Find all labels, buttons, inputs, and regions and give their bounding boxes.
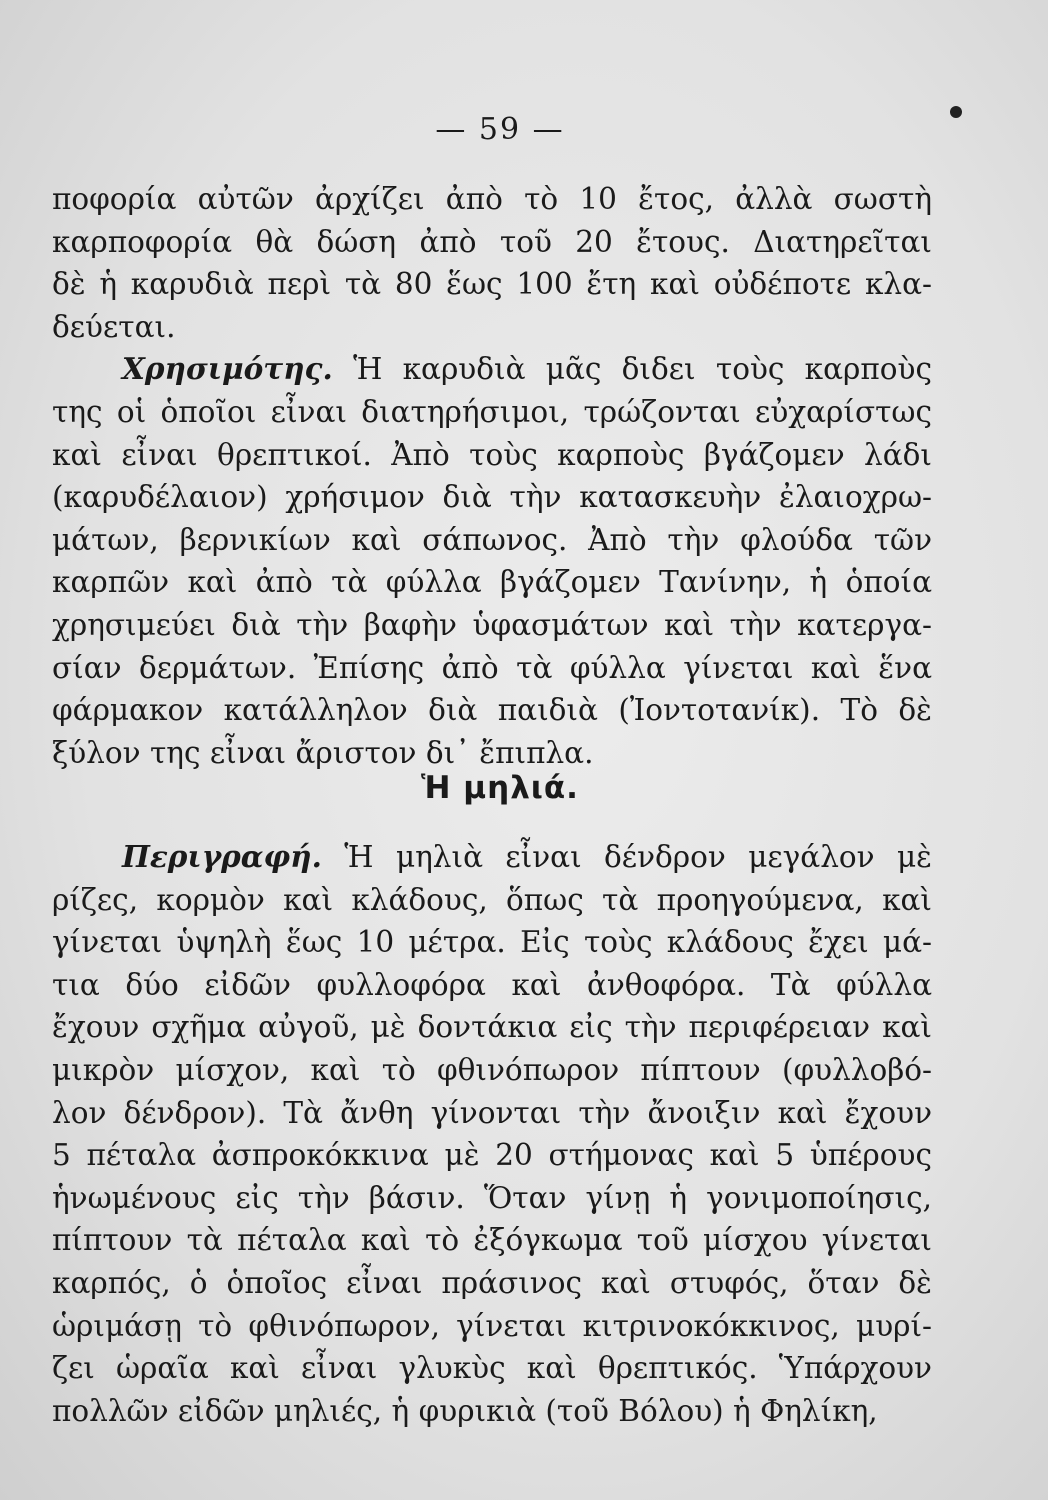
text-line: καρπῶν καὶ ἀπὸ τὰ φύλλα βγάζομεν Τανίνην, ἡ ὁποία bbox=[52, 565, 932, 600]
text-line: φάρμακον κατάλληλον διὰ παιδιὰ (Ἰοντοτανίκ). Τὸ δὲ bbox=[52, 693, 932, 728]
text-line: λον δένδρον). Τὰ ἄνθη γίνονται τὴν ἄνοιξιν καὶ ἔχουν bbox=[52, 1095, 932, 1130]
text-line: σίαν δερμάτων. Ἐπίσης ἀπὸ τὰ φύλλα γίνεται καὶ ἕνα bbox=[52, 650, 932, 685]
text-line: πολλῶν εἰδῶν μηλιές, ἡ φυρικιὰ (τοῦ Βόλου) ἡ Φηλίκη, bbox=[52, 1393, 878, 1428]
text-line: τια δύο εἰδῶν φυλλοφόρα καὶ ἀνθοφόρα. Τὰ φύλλα bbox=[52, 967, 932, 1002]
text-line: καρπός, ὁ ὁποῖος εἶναι πράσινος καὶ στυφός, ὅταν δὲ bbox=[52, 1265, 932, 1300]
text-line: της οἱ ὁποῖοι εἶναι διατηρήσιμοι, τρώζονται εὐχαρίστως bbox=[52, 394, 932, 429]
text-line: μάτων, βερνικίων καὶ σάπωνος. Ἀπὸ τὴν φλούδα τῶν bbox=[52, 522, 932, 557]
text-line: ποφορία αὐτῶν ἀρχίζει ἀπὸ τὸ 10 ἔτος, ἀλλὰ σωστὴ bbox=[52, 182, 932, 216]
description-first-text: Ἡ μηλιὰ εἶναι δένδρον μεγάλον μὲ bbox=[344, 840, 932, 874]
text-line: ἔχουν σχῆμα αὐγοῦ, μὲ δοντάκια εἰς τὴν περιφέρειαν καὶ bbox=[52, 1010, 932, 1045]
text-line: ὡριμάσῃ τὸ φθινόπωρον, γίνεται κιτρινοκόκκινος, μυρί- bbox=[52, 1308, 932, 1343]
description-label: Περιγραφή. bbox=[122, 839, 322, 874]
text-line: δὲ ἡ καρυδιὰ περὶ τὰ 80 ἕως 100 ἔτη καὶ οὐδέποτε κλα- bbox=[52, 267, 932, 302]
section-title: Ἡ μηλιά. bbox=[421, 770, 579, 806]
usefulness-first-line bbox=[52, 348, 932, 391]
page-number: — 59 — bbox=[435, 112, 565, 147]
text-line: ἡνωμένους εἰς τὴν βάσιν. Ὅταν γίνῃ ἡ γονιμοποίησις, bbox=[52, 1180, 932, 1215]
text-line: καρποφορία θὰ δώση ἀπὸ τοῦ 20 ἔτους. Διατηρεῖται bbox=[52, 224, 932, 259]
text-line: δεύεται. bbox=[52, 309, 176, 344]
text-line: χρησιμεύει διὰ τὴν βαφὴν ὑφασμάτων καὶ τὴν κατεργα- bbox=[52, 607, 932, 642]
apple-tree-text-block bbox=[52, 836, 932, 1432]
description-first-line bbox=[52, 836, 932, 879]
usefulness-first-text: Ἡ καρυδιὰ μᾶς διδει τοὺς καρποὺς bbox=[353, 352, 932, 387]
text-line: γίνεται ὑψηλὴ ἕως 10 μέτρα. Εἰς τοὺς κλάδους ἔχει μά- bbox=[52, 925, 932, 960]
text-line: μικρὸν μίσχον, καὶ τὸ φθινόπωρον πίπτουν (φυλλοβό- bbox=[52, 1052, 932, 1087]
text-line: ξύλον της εἶναι ἄριστον δι᾽ ἔπιπλα. bbox=[52, 735, 594, 770]
text-line: ρίζες, κορμὸν καὶ κλάδους, ὅπως τὰ προηγούμενα, καὶ bbox=[52, 882, 932, 917]
text-line: καὶ εἶναι θρεπτικοί. Ἀπὸ τοὺς καρποὺς βγάζομεν λάδι bbox=[52, 437, 932, 472]
text-line: πίπτουν τὰ πέταλα καὶ τὸ ἐξόγκωμα τοῦ μίσχου γίνεται bbox=[52, 1223, 932, 1258]
text-line: ζει ὡραῖα καὶ εἶναι γλυκὺς καὶ θρεπτικός. Ὑπάρχουν bbox=[52, 1351, 932, 1386]
usefulness-label: Χρησιμότης. bbox=[122, 351, 333, 387]
text-line: (καρυδέλαιον) χρήσιμον διὰ τὴν κατασκευὴν ἐλαιοχρω- bbox=[52, 480, 932, 515]
walnut-text-block bbox=[52, 178, 932, 774]
text-line: 5 πέταλα ἀσπροκόκκινα μὲ 20 στήμονας καὶ 5 ὑπέρους bbox=[52, 1138, 932, 1173]
